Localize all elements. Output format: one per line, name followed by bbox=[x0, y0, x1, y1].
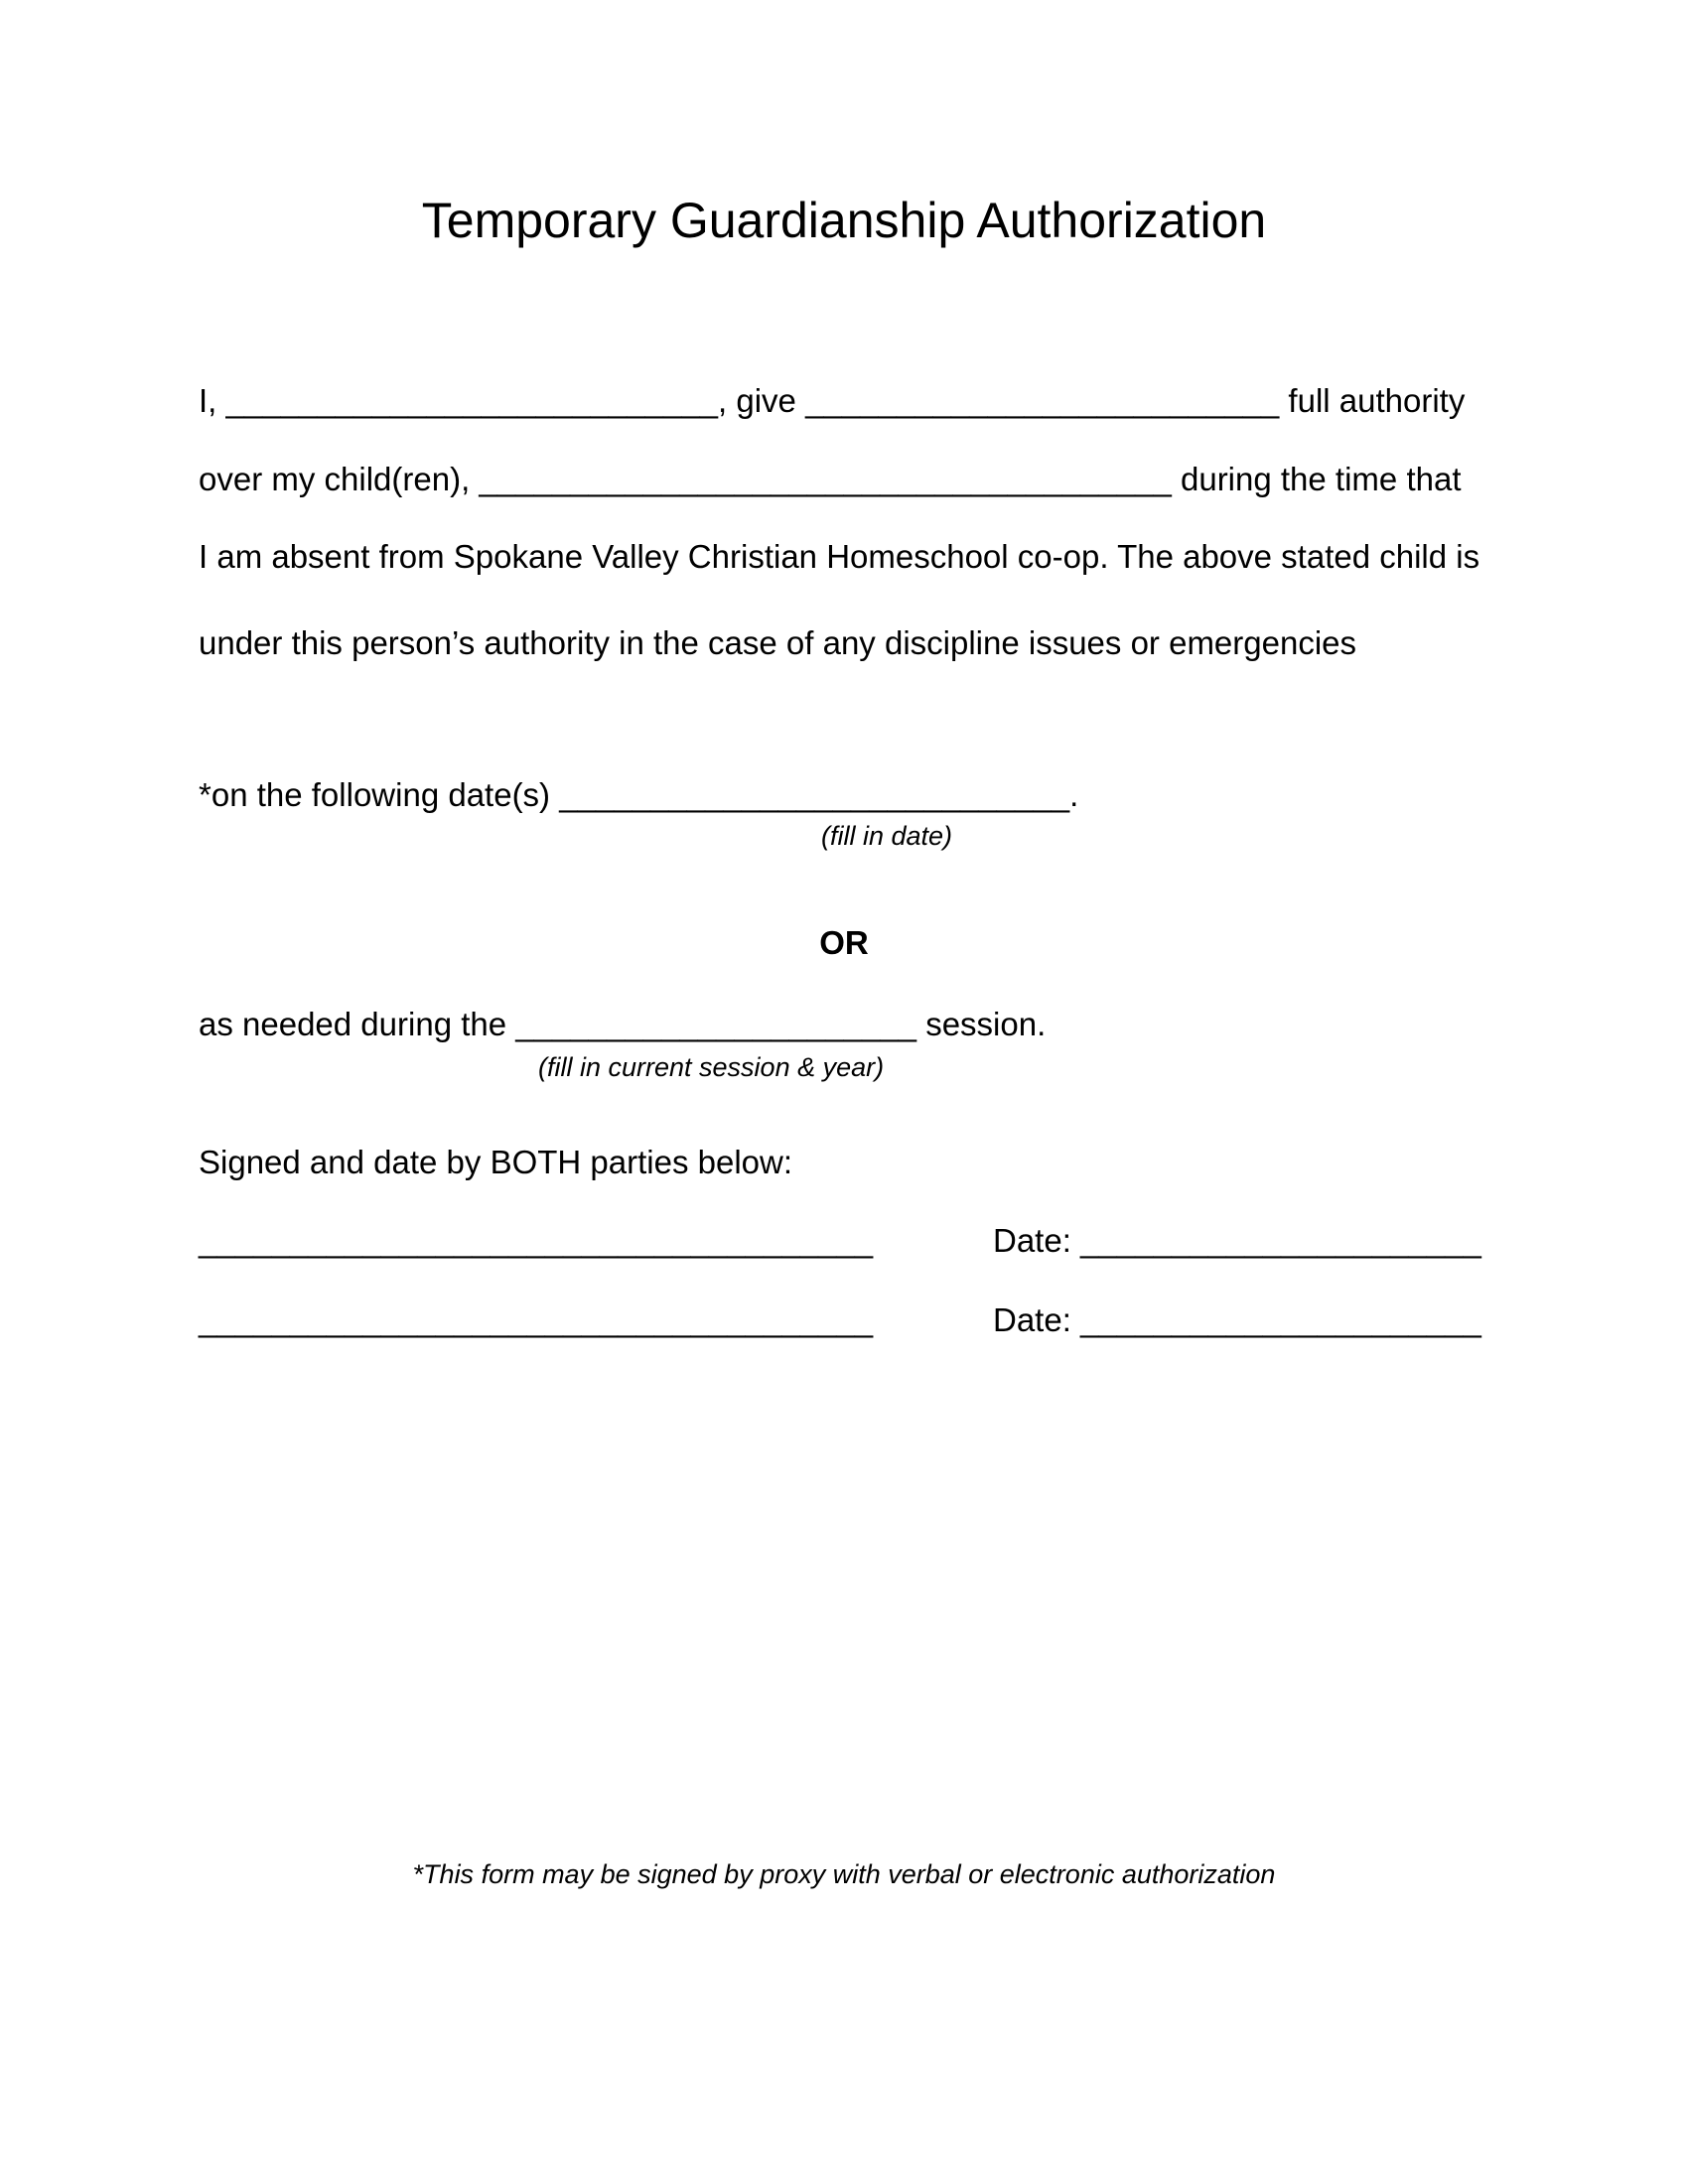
or-separator: OR bbox=[819, 924, 869, 961]
date-clause: *on the following date(s) ____________________________. bbox=[199, 776, 1079, 813]
signature-instruction: Signed and date by BOTH parties below: bbox=[199, 1144, 793, 1180]
authority-line-2: over my child(ren), ______________________________________ during the time that bbox=[199, 461, 1462, 497]
page-title: Temporary Guardianship Authorization bbox=[421, 193, 1267, 248]
authority-line-1: I, ___________________________, give __________________________ full authority bbox=[199, 382, 1466, 419]
date-line: Date: ______________________ bbox=[993, 1222, 1481, 1259]
signature-line: _____________________________________ bbox=[199, 1222, 874, 1259]
proxy-footer-note: *This form may be signed by proxy with verbal or electronic authorization bbox=[412, 1859, 1276, 1889]
date-note: (fill in date) bbox=[821, 821, 953, 851]
session-note: (fill in current session & year) bbox=[538, 1052, 885, 1082]
signature-line: _____________________________________ bbox=[199, 1301, 874, 1338]
authority-line-4: under this person’s authority in the case of any discipline issues or emergencies bbox=[199, 624, 1357, 661]
session-clause: as needed during the ______________________ session. bbox=[199, 1006, 1047, 1042]
authority-line-3: I am absent from Spokane Valley Christian Homeschool co-op. The above stated child is bbox=[199, 538, 1480, 575]
date-line: Date: ______________________ bbox=[993, 1301, 1481, 1338]
